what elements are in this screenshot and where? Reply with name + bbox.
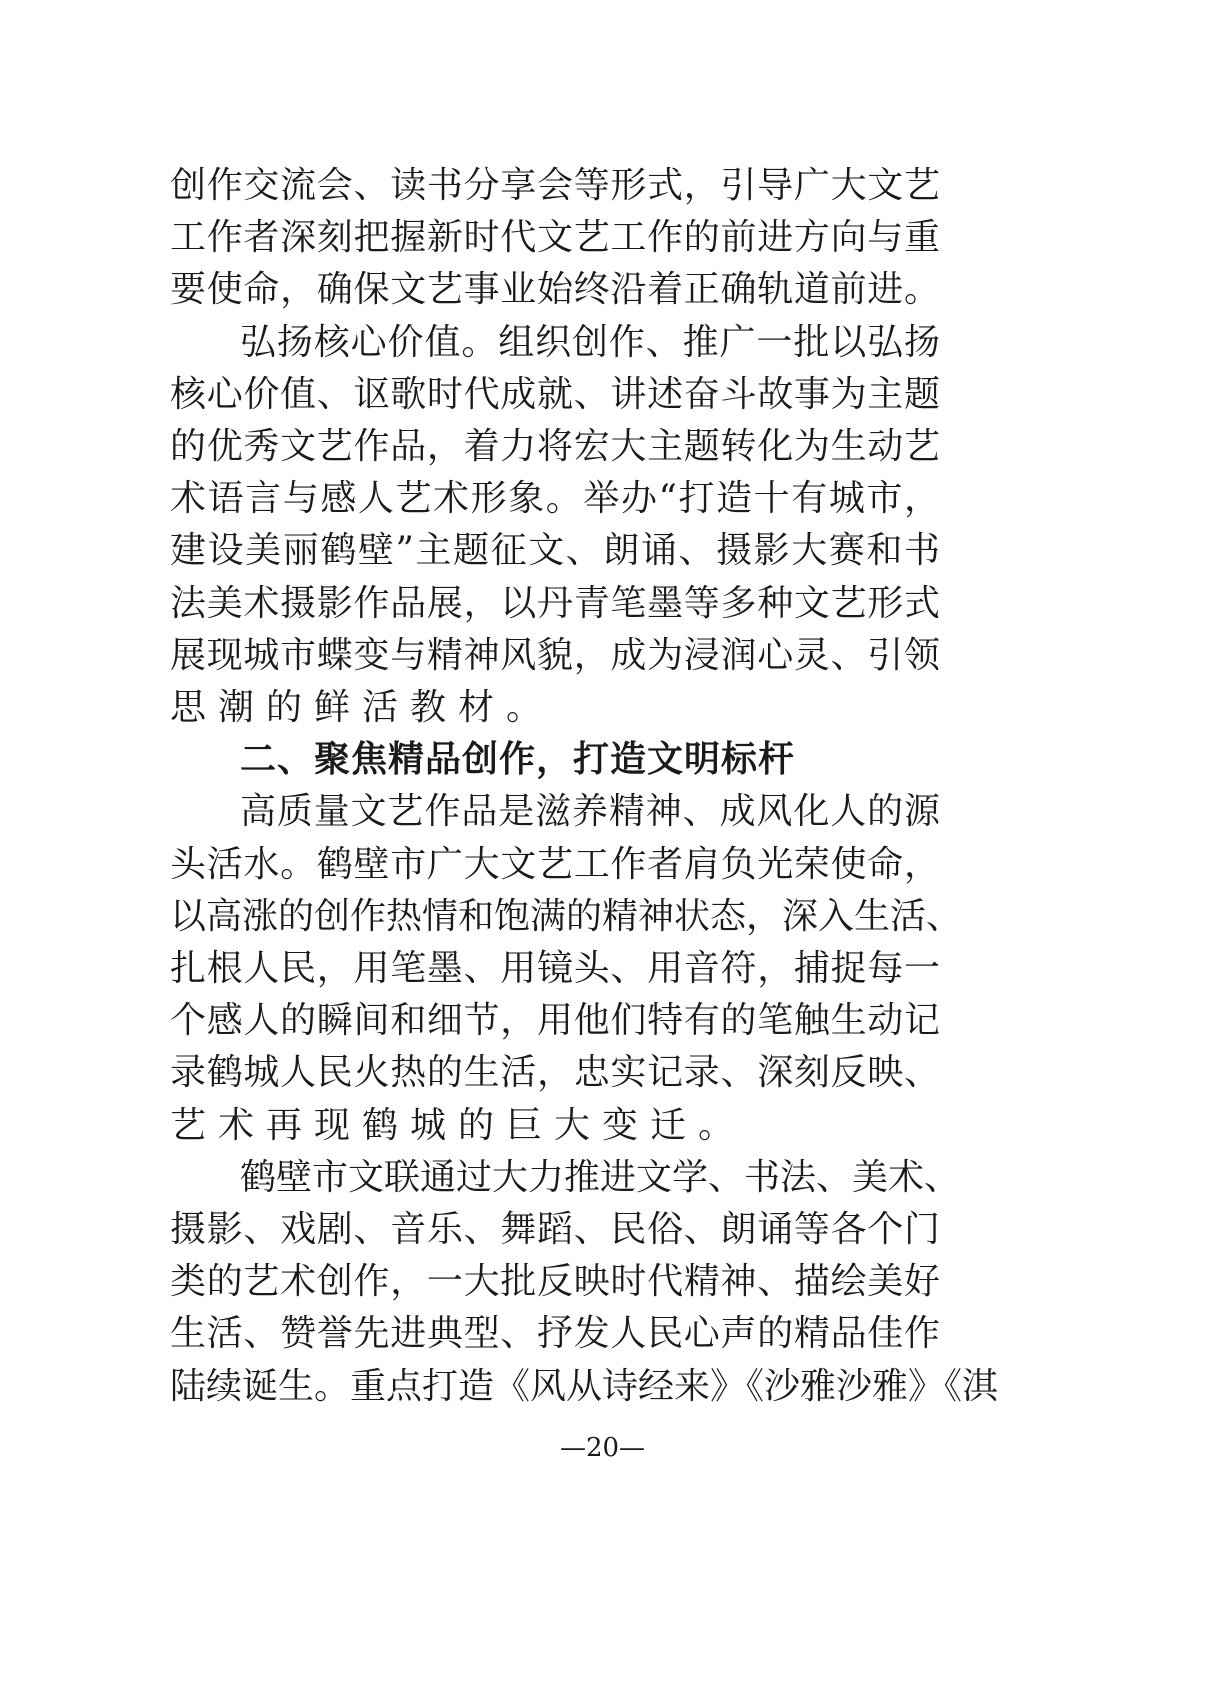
text-line: 摄影、戏剧、音乐、舞蹈、民俗、朗诵等各个门 — [170, 1209, 940, 1250]
text-line: 建设美丽鹤壁”主题征文、朗诵、摄影大赛和书 — [170, 530, 940, 572]
text-line: 生活、赞誉先进典型、抒发人民心声的精品佳作 — [170, 1313, 940, 1355]
text-line: 鹤壁市文联通过大力推进文学、书法、美术、 — [240, 1156, 961, 1198]
text-line: 法美术摄影作品展，以丹青笔墨等多种文艺形式 — [170, 582, 940, 624]
text-line: 思潮的鲜活教材。 — [170, 687, 555, 728]
text-line: 艺术再现鹤城的巨大变迁。 — [170, 1104, 747, 1146]
text-line: 陆续诞生。重点打造《风从诗经来》《沙雅沙雅》《淇 — [170, 1365, 999, 1407]
text-line: 录鹤城人民火热的生活，忠实记录、深刻反映、 — [170, 1052, 940, 1094]
text-line: 的优秀文艺作品，着力将宏大主题转化为生动艺 — [170, 426, 940, 467]
text-line: 高质量文艺作品是滋养精神、成风化人的源 — [240, 791, 940, 833]
text-line: 工作者深刻把握新时代文艺工作的前进方向与重 — [170, 217, 940, 259]
page-number: —20— — [559, 1433, 646, 1463]
text-line: 术语言与感人艺术形象。举办“打造十有城市， — [170, 478, 940, 520]
text-line: 弘扬核心价值。组织创作、推广一批以弘扬 — [240, 321, 940, 363]
text-line: 头活水。鹤壁市广大文艺工作者肩负光荣使命， — [170, 843, 940, 885]
section-heading: 二、聚焦精品创作，打造文明标杆 — [240, 739, 796, 781]
text-line: 要使命，确保文艺事业始终沿着正确轨道前进。 — [170, 269, 940, 311]
text-line: 扎根人民，用笔墨、用镜头、用音符，捕捉每一 — [170, 948, 940, 989]
text-line: 核心价值、讴歌时代成就、讲述奋斗故事为主题 — [170, 373, 940, 415]
text-line: 类的艺术创作，一大批反映时代精神、描绘美好 — [170, 1261, 940, 1303]
text-line: 创作交流会、读书分享会等形式，引导广大文艺 — [170, 165, 940, 206]
text-line: 展现城市蝶变与精神风貌，成为浸润心灵、引领 — [170, 634, 940, 676]
text-line: 以高涨的创作热情和饱满的精神状态，深入生活、 — [170, 895, 963, 937]
text-line: 个感人的瞬间和细节，用他们特有的笔触生动记 — [170, 1000, 940, 1042]
